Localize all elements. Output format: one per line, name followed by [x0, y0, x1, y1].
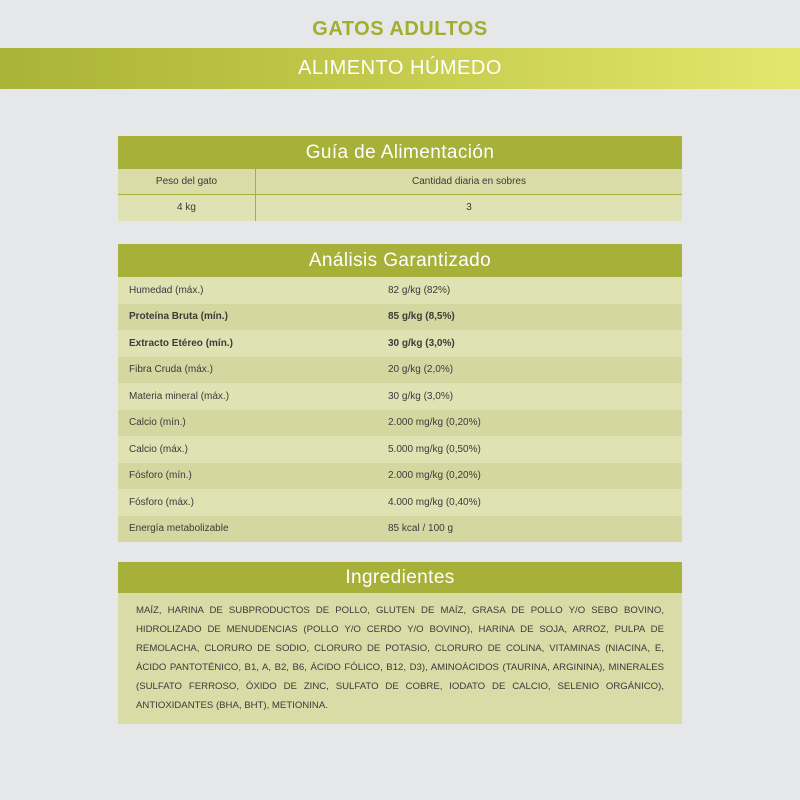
analysis-label: Fibra Cruda (máx.): [129, 364, 213, 376]
analysis-value: 2.000 mg/kg (0,20%): [388, 470, 481, 482]
analysis-label: Proteína Bruta (mín.): [129, 311, 228, 323]
col-header-weight: Peso del gato: [118, 169, 256, 194]
analysis-value: 2.000 mg/kg (0,20%): [388, 417, 481, 429]
analysis-value: 5.000 mg/kg (0,50%): [388, 443, 481, 455]
product-banner: ALIMENTO HÚMEDO: [0, 48, 800, 89]
table-row: [118, 304, 682, 331]
analysis-value: 30 g/kg (3,0%): [388, 390, 454, 402]
feeding-guide-table: [118, 136, 682, 221]
analysis-label: Fósforo (máx.): [129, 496, 195, 508]
table-row: [118, 436, 682, 463]
ingredients-panel: [118, 562, 682, 724]
analysis-value: 85 kcal / 100 g: [388, 523, 454, 535]
table-row: [118, 516, 682, 543]
cell-weight: 4 kg: [118, 195, 256, 221]
cell-amount: 3: [466, 202, 472, 213]
analysis-value: 20 g/kg (2,0%): [388, 364, 454, 376]
analysis-label: Calcio (mín.): [129, 417, 186, 429]
analysis-label: Fósforo (mín.): [129, 470, 192, 482]
guaranteed-analysis-table: [118, 244, 682, 542]
table-row: [118, 195, 682, 221]
table-row: [118, 410, 682, 437]
analysis-label: Energía metabolizable: [129, 523, 229, 535]
analysis-value: 4.000 mg/kg (0,40%): [388, 496, 481, 508]
table-header-row: [118, 169, 682, 195]
ingredients-text: MAÍZ, HARINA DE SUBPRODUCTOS DE POLLO, GLUTEN DE MAÍZ, GRASA DE POLLO Y/O SEBO BOVINO, HIDROLIZADO DE MENUDENCIAS (POLLO Y/O CERDO Y/O BOVINO), HARINA DE SOJA, ARROZ, PULPA DE REMOLACHA, CLORURO DE SODIO, CLORURO DE POTASIO, CLORURO DE COLINA, VITAMINAS (NIACINA, E, ÁCIDO PANTOTÉNICO, B1, A, B2, B6, ÁCIDO FÓLICO, B12, D3), AMINOÁCIDOS (TAURINA, ARGININA), MINERALES (SULFATO FERROSO, ÓXIDO DE ZINC, SULFATO DE COBRE, IODATO DE CALCIO, SELENIO ORGÁNICO), ANTIOXIDANTES (BHA, BHT), METIONINA.: [118, 593, 682, 724]
analysis-label: Calcio (máx.): [129, 443, 188, 455]
analysis-value: 30 g/kg (3,0%): [388, 337, 455, 349]
analysis-value: 82 g/kg (82%): [388, 284, 451, 296]
feeding-guide-title: Guía de Alimentación: [118, 136, 682, 169]
table-row: [118, 383, 682, 410]
ingredients-title: Ingredientes: [118, 562, 682, 593]
analysis-title: Análisis Garantizado: [118, 244, 682, 277]
table-row: [118, 489, 682, 516]
col-header-amount: Cantidad diaria en sobres: [412, 176, 526, 187]
page-title: GATOS ADULTOS: [312, 18, 488, 40]
analysis-label: Humedad (máx.): [129, 284, 204, 296]
table-row: [118, 277, 682, 304]
analysis-label: Materia mineral (máx.): [129, 390, 230, 402]
table-row: [118, 463, 682, 490]
analysis-label: Extracto Etéreo (mín.): [129, 337, 233, 349]
table-row: [118, 330, 682, 357]
table-row: [118, 357, 682, 384]
analysis-value: 85 g/kg (8,5%): [388, 311, 455, 323]
